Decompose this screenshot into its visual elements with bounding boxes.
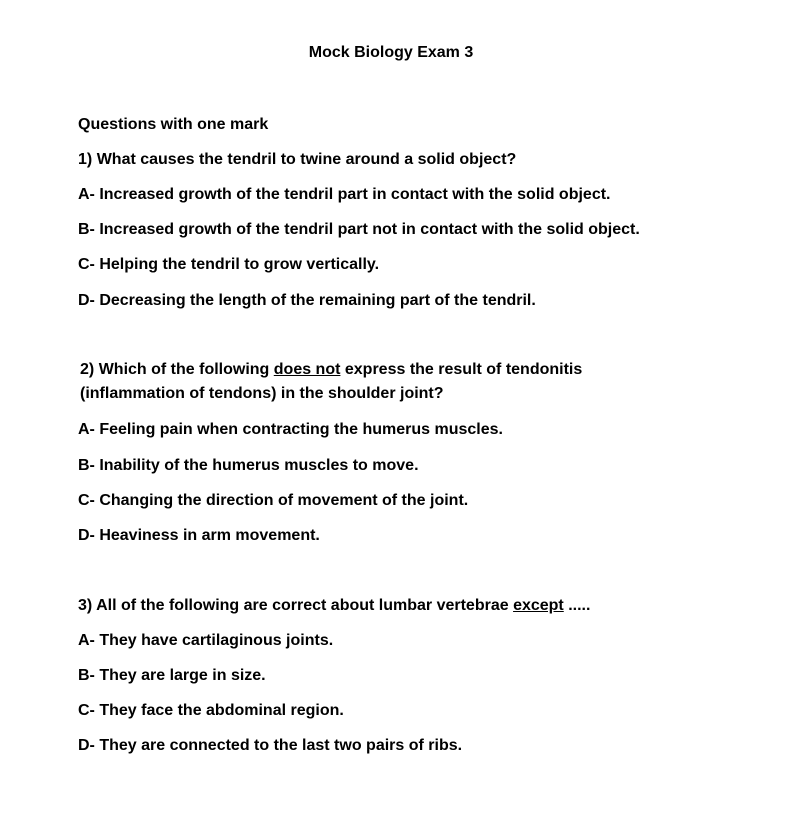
page-title: Mock Biology Exam 3 xyxy=(308,44,474,61)
question-1-option-d: D- Decreasing the length of the remaining part of the tendril. xyxy=(78,292,536,309)
question-text-before: Which of the following xyxy=(98,361,274,378)
question-text-before: All of the following are correct about lumbar vertebrae xyxy=(96,597,514,614)
question-1 xyxy=(78,150,516,170)
question-3 xyxy=(78,596,590,616)
question-2-option-b: B- Inability of the humerus muscles to move. xyxy=(78,457,419,474)
question-1-option-a: A- Increased growth of the tendril part in contact with the solid object. xyxy=(78,186,611,203)
question-3-option-d: D- They are connected to the last two pairs of ribs. xyxy=(78,737,463,754)
question-text: What causes the tendril to twine around a solid object? xyxy=(96,151,517,168)
question-2-option-a: A- Feeling pain when contracting the humerus muscles. xyxy=(78,421,503,438)
question-2-option-d: D- Heaviness in arm movement. xyxy=(78,527,320,544)
question-1-option-b: B- Increased growth of the tendril part not in contact with the solid object. xyxy=(78,221,640,238)
question-3-option-c: C- They face the abdominal region. xyxy=(78,702,344,719)
section-heading: Questions with one mark xyxy=(78,116,269,133)
question-3-option-b: B- They are large in size. xyxy=(78,667,266,684)
question-2 xyxy=(80,358,640,406)
question-1-option-c: C- Helping the tendril to grow vertically. xyxy=(78,256,380,273)
question-emphasis: except xyxy=(513,597,564,614)
question-text-after: express the result of tendonitis (inflammation of tendons) in the shoulder joint? xyxy=(80,361,583,402)
question-number: 2) xyxy=(80,361,95,378)
question-number: 3) xyxy=(78,597,93,614)
question-number: 1) xyxy=(78,151,93,168)
question-2-option-c: C- Changing the direction of movement of the joint. xyxy=(78,492,469,509)
question-text-after: ..... xyxy=(563,597,591,614)
question-3-option-a: A- They have cartilaginous joints. xyxy=(78,632,334,649)
question-emphasis: does not xyxy=(273,361,341,378)
